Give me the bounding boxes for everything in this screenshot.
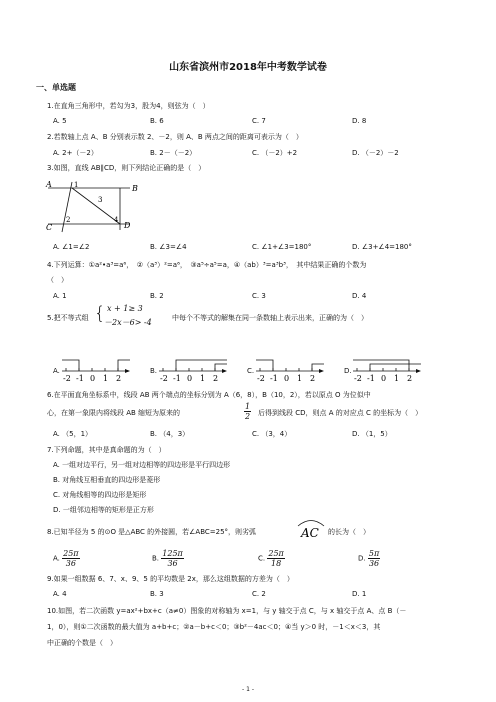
tick-label: -2: [63, 374, 71, 382]
question-4-blank: （ ）: [47, 276, 68, 284]
q5-number-line-a: [60, 356, 132, 382]
q5-number-line-d: [351, 356, 423, 382]
fraction-numerator: 1: [245, 402, 251, 411]
tick-label: 0: [187, 374, 193, 382]
q3-option-c: C. ∠1+∠3=180°: [252, 243, 312, 251]
fraction-one-half: [244, 402, 251, 421]
tick-label: -1: [173, 374, 181, 382]
fig-angle-3: 3: [98, 196, 103, 204]
tick-label: 0: [284, 374, 290, 382]
q7-option-a: A. 一组对边平行，另一组对边相等的四边形是平行四边形: [53, 461, 231, 469]
question-4-stem: 4.下列运算：①a²•a³=a⁶， ②（a³）²=a⁶， ③a⁵÷a⁵=a，④（ab）³=a³b³， 其中结果正确的个数为: [47, 261, 367, 269]
tick-label: 0: [90, 374, 96, 382]
page-number: - 1 -: [242, 686, 254, 693]
section-heading: 一、单选题: [36, 83, 76, 92]
fig-label-a: A: [46, 180, 52, 189]
fraction-denominator: 2: [245, 412, 251, 421]
tick-label: -1: [367, 374, 375, 382]
q4-option-c: C. 3: [252, 292, 266, 300]
question-10-line1: 10.如图，若二次函数 y=ax²+bx+c（a≠0）图象的对称轴为 x=1，与 y 轴交于点 C，与 x 轴交于点 A、点 B（－: [47, 607, 407, 615]
fig-angle-4: 4: [114, 216, 119, 224]
question-10-line3: 中正确的个数是（ ）: [47, 639, 117, 647]
q8-option-a: A. $\frac{25\pi}{36}$: [53, 549, 79, 568]
q4-option-d: D. 4: [352, 292, 367, 300]
tick-label: 2: [213, 374, 219, 382]
tick-label: -2: [160, 374, 168, 382]
question-2-stem: 2.若数轴上点 A、B 分别表示数 2、－2，则 A、B 两点之间的距离可表示为（ ）: [47, 133, 303, 141]
q6-option-b: B. （4，3）: [150, 430, 190, 438]
tick-label: 1: [103, 374, 109, 382]
q3-parallel-lines-figure: [44, 178, 144, 234]
q8-option-d: D. $\frac{5\pi}{36}$: [358, 549, 380, 568]
fig-label-b: B: [132, 184, 138, 193]
inequality-1: x + 1≥ 3: [107, 304, 143, 313]
q9-option-b: B. 3: [150, 590, 164, 598]
q2-option-c: C. （－2）+2: [252, 149, 298, 157]
q1-option-d: D. 8: [352, 117, 367, 125]
q3-option-d: D. ∠3+∠4=180°: [352, 243, 412, 251]
tick-label: 2: [116, 374, 122, 382]
question-5-prefix: 5.把不等式组: [47, 314, 89, 322]
q3-option-b: B. ∠3=∠4: [150, 243, 187, 251]
tick-label: -1: [270, 374, 278, 382]
question-5-suffix: 中每个不等式的解集在同一条数轴上表示出来，正确的为（ ）: [172, 314, 368, 322]
q9-option-c: C. 2: [252, 590, 266, 598]
q5-number-line-c: [254, 356, 326, 382]
q1-option-c: C. 7: [252, 117, 266, 125]
question-1-stem: 1.在直角三角形中，若勾为3，股为4，则弦为（ ）: [47, 102, 210, 110]
question-8-suffix: 的长为（ ）: [328, 528, 370, 536]
tick-label: -2: [257, 374, 265, 382]
tick-label: 2: [310, 374, 316, 382]
q8-option-c: C. $\frac{25\pi}{18}$: [258, 549, 284, 568]
question-6-line2a: 心，在第一象限内将线段 AB 缩短为原来的: [47, 409, 181, 417]
q1-option-b: B. 6: [150, 117, 164, 125]
question-10-line2: 1，0），则①二次函数的最大值为 a+b+c；②a－b+c＜0；③b²－4ac＜0；④当 y＞0 时，－1＜x＜3，其: [47, 623, 381, 631]
question-3-stem: 3.如图，直线 AB∥CD，则下列结论正确的是（ ）: [47, 164, 206, 172]
fig-label-c: C: [46, 223, 53, 232]
q3-option-a: A. ∠1=∠2: [53, 243, 90, 251]
brace-icon: {: [94, 303, 106, 324]
q1-option-a: A. 5: [53, 117, 67, 125]
arc-ac-symbol: [296, 517, 326, 539]
page-title: 山东省滨州市2018年中考数学试卷: [169, 62, 327, 73]
q5-option-b-label: B.: [150, 367, 158, 375]
q6-option-a: A. （5，1）: [53, 430, 93, 438]
tick-label: 2: [407, 374, 413, 382]
tick-label: 1: [200, 374, 206, 382]
q4-option-b: B. 2: [150, 292, 164, 300]
q8-option-b: B. $\frac{125\pi}{36}$: [152, 549, 183, 568]
inequality-2: －2x－6> -4: [104, 318, 152, 327]
q7-option-c: C. 对角线相等的四边形是矩形: [53, 491, 147, 499]
question-6-line2b: 后得到线段 CD，则点 A 的对应点 C 的坐标为（ ）: [258, 409, 423, 417]
q7-option-d: D. 一组邻边相等的矩形是正方形: [53, 506, 154, 514]
tick-label: -2: [354, 374, 362, 382]
question-7-stem: 7.下列命题，其中是真命题的为（ ）: [47, 446, 166, 454]
question-6-line1: 6.在平面直角坐标系中，线段 AB 两个端点的坐标分别为 A（6，8），B（10，2），若以原点 O 为位似中: [47, 391, 371, 399]
q2-option-b: B. 2－（－2）: [150, 149, 197, 157]
fig-label-d: D: [124, 221, 131, 230]
q5-option-c-label: C.: [247, 367, 255, 375]
q9-option-a: A. 4: [53, 590, 67, 598]
q2-option-d: D. （－2）－2: [352, 149, 399, 157]
q5-option-d-label: D.: [344, 367, 352, 375]
q6-option-d: D. （1，5）: [352, 430, 392, 438]
q2-option-a: A. 2+（－2）: [53, 149, 98, 157]
q5-option-a-label: A.: [53, 367, 60, 375]
question-8-prefix: 8.已知半径为 5 的⊙O 是△ABC 的外接圆，若∠ABC=25°，则劣弧: [47, 528, 257, 536]
arc-label: AC: [301, 526, 319, 539]
tick-label: 0: [381, 374, 387, 382]
tick-label: 1: [297, 374, 303, 382]
q5-number-line-b: [157, 356, 229, 382]
fig-angle-2: 2: [66, 216, 71, 224]
tick-label: 1: [394, 374, 400, 382]
q7-option-b: B. 对角线互相垂直的四边形是菱形: [53, 476, 161, 484]
q4-option-a: A. 1: [53, 292, 67, 300]
q9-option-d: D. 1: [352, 590, 367, 598]
q6-option-c: C. （3，4）: [252, 430, 292, 438]
tick-label: -1: [76, 374, 84, 382]
fig-angle-1: 1: [74, 181, 79, 189]
question-9-stem: 9.如果一组数据 6、7、x、9、5 的平均数是 2x，那么这组数据的方差为（ ）: [47, 575, 294, 583]
